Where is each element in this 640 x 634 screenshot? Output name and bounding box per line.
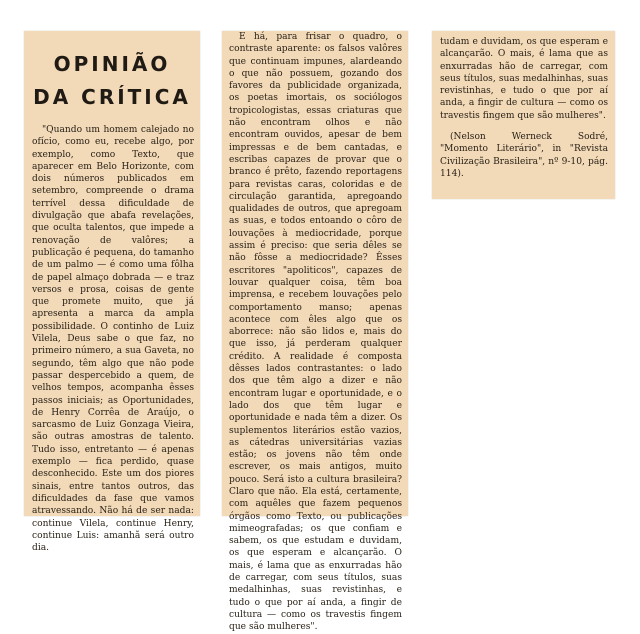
article-text-column-2: E há, para frisar o quadro, o contraste aparente: os falsos valôres que continuam impunes, alardeando o que não possuem, gozando dos favores da publicidade organizada, os poetas imortais, os sociólogos tropicologistas, essas criaturas que não encontram olhos e não encontram ouvidos, apesar de bem impressas e de bem cantadas, e escribas capazes de provar que o branco é prêto, fazendo reportagens para revistas caras, coloridas e de circulação garantida, apregoando qualidades de outros, que apregoam as suas, e todos entoando o côro de louvações à mediocridade, porque assim é preciso: que seria dêles se não fôsse a mediocridade? Êsses escritores "apoliticos", capazes de louvar qualquer coisa, têm boa imprensa, e recebem louvações pelo comportamento manso; apenas acontece com êles algo que os aborrece: não são lidos e, mais do que isso, já perderam qualquer crédito. A realidade é composta dêsses lados contrastantes: o lado dos que têm algo a dizer e não encontram lugar e oportunidade, e o lado dos que têm lugar e oportunidade e nada têm a dizer. Os suplementos literários estão vazios, as cátedras universitárias vazias estão; os jovens não têm onde escrever, os mais antigos, muito pouco. Será isto a cultura brasileira? Claro que não. Ela está, certamente, com aquêles que fazem pequenos órgãos como Texto, ou publicações mimeografadas; os que confiam e sabem, os que estudam e duvidam, os que esperam e alcançarão. O mais, é lama que as enxurradas hão de carregar, com seus títulos, suas medalhinhas, suas revistinhas, e tudo o que por aí anda, a fingir de cultura — como os travestis fingem que são mulheres". [229, 32, 402, 633]
article-text-column-3 [440, 36, 608, 180]
article-clipping-column-2 [222, 31, 408, 633]
article-citation: (Nelson Werneck Sodré, "Momento Literário", in "Revista Civilização Brasileira", nº 9-10, pág. 114). [440, 132, 608, 179]
article-clipping-column-3 [432, 31, 615, 199]
article-clipping-column-1 [24, 31, 200, 554]
article-title-line-2: DA CRÍTICA [33, 85, 191, 109]
article-text-column-1: "Quando um homem calejado no ofício, como eu, recebe algo, por exemplo, como Texto, que aparecer em Belo Horizonte, com dois números publicados em setembro, compreende o drama terrível dessa dificuldade de divulgação que abafa revelações, que oculta talentos, que impede a renovação de valôres; a publicação é pequena, do tamanho de um palmo — é como uma fôlha de papel almaço dobrada — e traz versos e prosa, coisas de gente que promete muito, que já apresenta a marca da ampla possibilidade. O continho de Luiz Vilela, Deus sabe o que faz, no primeiro número, a sua Gaveta, no segundo, têm algo que não pode passar despercebido a quem, de velhos tempos, acompanha êsses passos iniciais; as Oportunidades, de Henry Corrêa de Araújo, o sarcasmo de Luiz Gonzaga Vieira, são outras amostras de talento. Tudo isso, entretanto — é apenas exemplo — fica perdido, quase desconhecido. Este um dos piores sinais, entre tantos outros, das dificuldades da fase que vamos atravessando. Não há de ser nada: continue Vilela, continue Henry, continue Luis: amanhã será outro dia. [32, 125, 194, 554]
article-text-column-3-body: tudam e duvidam, os que esperam e alcançarão. O mais, é lama que as enxurradas hão de carregar, com seus títulos, suas medalhinhas, suas revistinhas, e tudo o que por aí anda, a fingir de cultura — como os travestis fingem que são mulheres". [440, 37, 608, 121]
article-title-line-1: OPINIÃO [53, 52, 171, 76]
